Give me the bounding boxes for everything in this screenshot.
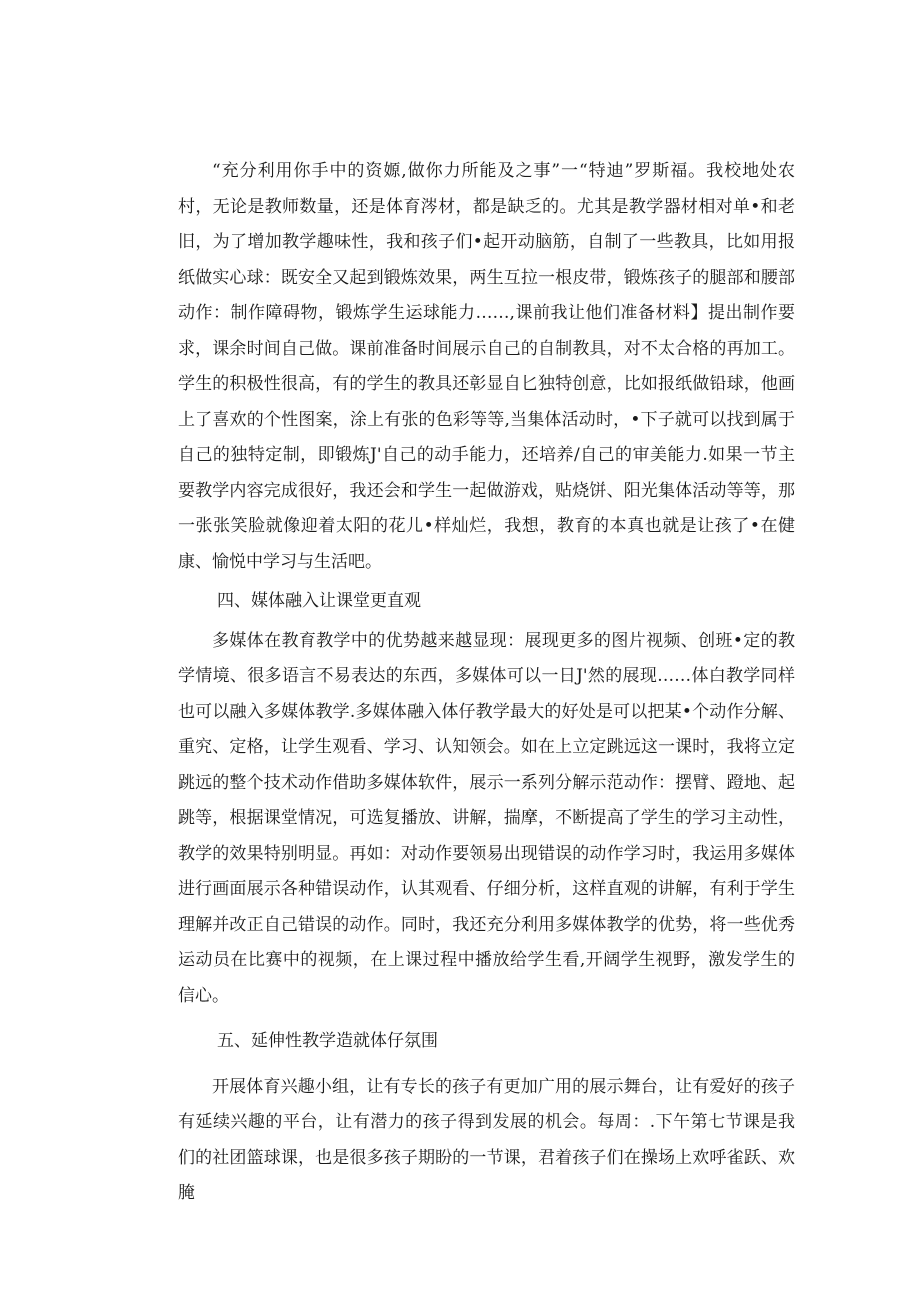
paragraph-interest-groups: 开展体育兴趣小组，让有专长的孩子有更加广用的展示舞台，让有爱好的孩子有延续兴趣的平台，让有潜力的孩子得到发展的机会。每周：.下午第七节课是我们的社团篮球课，也是很多孩子期盼的一节课，君着孩子们在操场上欢呼雀跃、欢腌 [178, 1076, 795, 1203]
paragraph-multimedia: 多媒体在教育教学中的优势越来越显现：展现更多的图片视频、创班•定的教学情境、很多语言不易表达的东西，多媒体可以一日J'然的展现……体白教学同样也可以融入多媒体教学.多媒体融入体仔教学最大的好处是可以把某•个动作分解、重究、定格，让学生观看、学习、认知领会。如在上立定跳远这一课时，我将立定跳远的整个技术动作借助多媒体软件，展示一系列分解示范动作：摆臂、蹬地、起跳等，根据课堂情况，可选复播放、讲解，揣摩，不断提高了学生的学习主动性，教学的效果特别明显。再如：对动作要领易出现错误的动作学习时，我运用多媒体进行画面展示各种错误动作，认其观看、仔细分析，这样直观的讲解，有利于学生理解并改正自己错误的动作。同时，我还充分利用多媒体教学的优势，将一些优秀运动员在比赛中的视频，在上课过程中播放给学生看,开阔学生视野，激发学生的信心。 [178, 630, 795, 1006]
document-body [178, 154, 795, 1212]
section-heading-media: 四、媒体融入让课堂更直观 [217, 591, 421, 611]
paragraph-self-made-equipment: “充分利用你手中的资嫄,做你力所能及之事”一“特迪”罗斯福。我校地处农村，无论是教师数量，还是体育涔材，都是缺乏的。尤其是教学器材相对单•和老旧，为了增加教学趣味性，我和孩子们•起开动脑筋，自制了一些教具，比如用报纸做实心球：既安全又起到锻炼效果，两生互拉一根皮带，锻炼孩子的腿部和腰部动作：制作障碍物，锻炼学生运球能力……,课前我让他们准备材料】提出制作要求，课余时间自己做。课前准备时间展示自己的自制教具，对不太合格的再加工。学生的积极性很高，有的学生的教具还彰显自匕独特创意，比如报纸做铅球，他画上了喜欢的个性图案，涂上有张的色彩等等,当集体活动时，•下子就可以找到属于自己的独特定制，即锻炼J'自己的动手能力，还培养/自己的审美能力.如果一节主要教学内容完成很好，我还会和学生一起做游戏，贴烧饼、阳光集体活动等等，那一张张笑脸就像迎着太阳的花儿•样灿烂，我想，教育的本真也就是让孩了•在健康、愉悦中学习与生活吧。 [178, 161, 795, 572]
section-heading-extension: 五、延伸性教学造就体仔氛围 [217, 1031, 438, 1051]
